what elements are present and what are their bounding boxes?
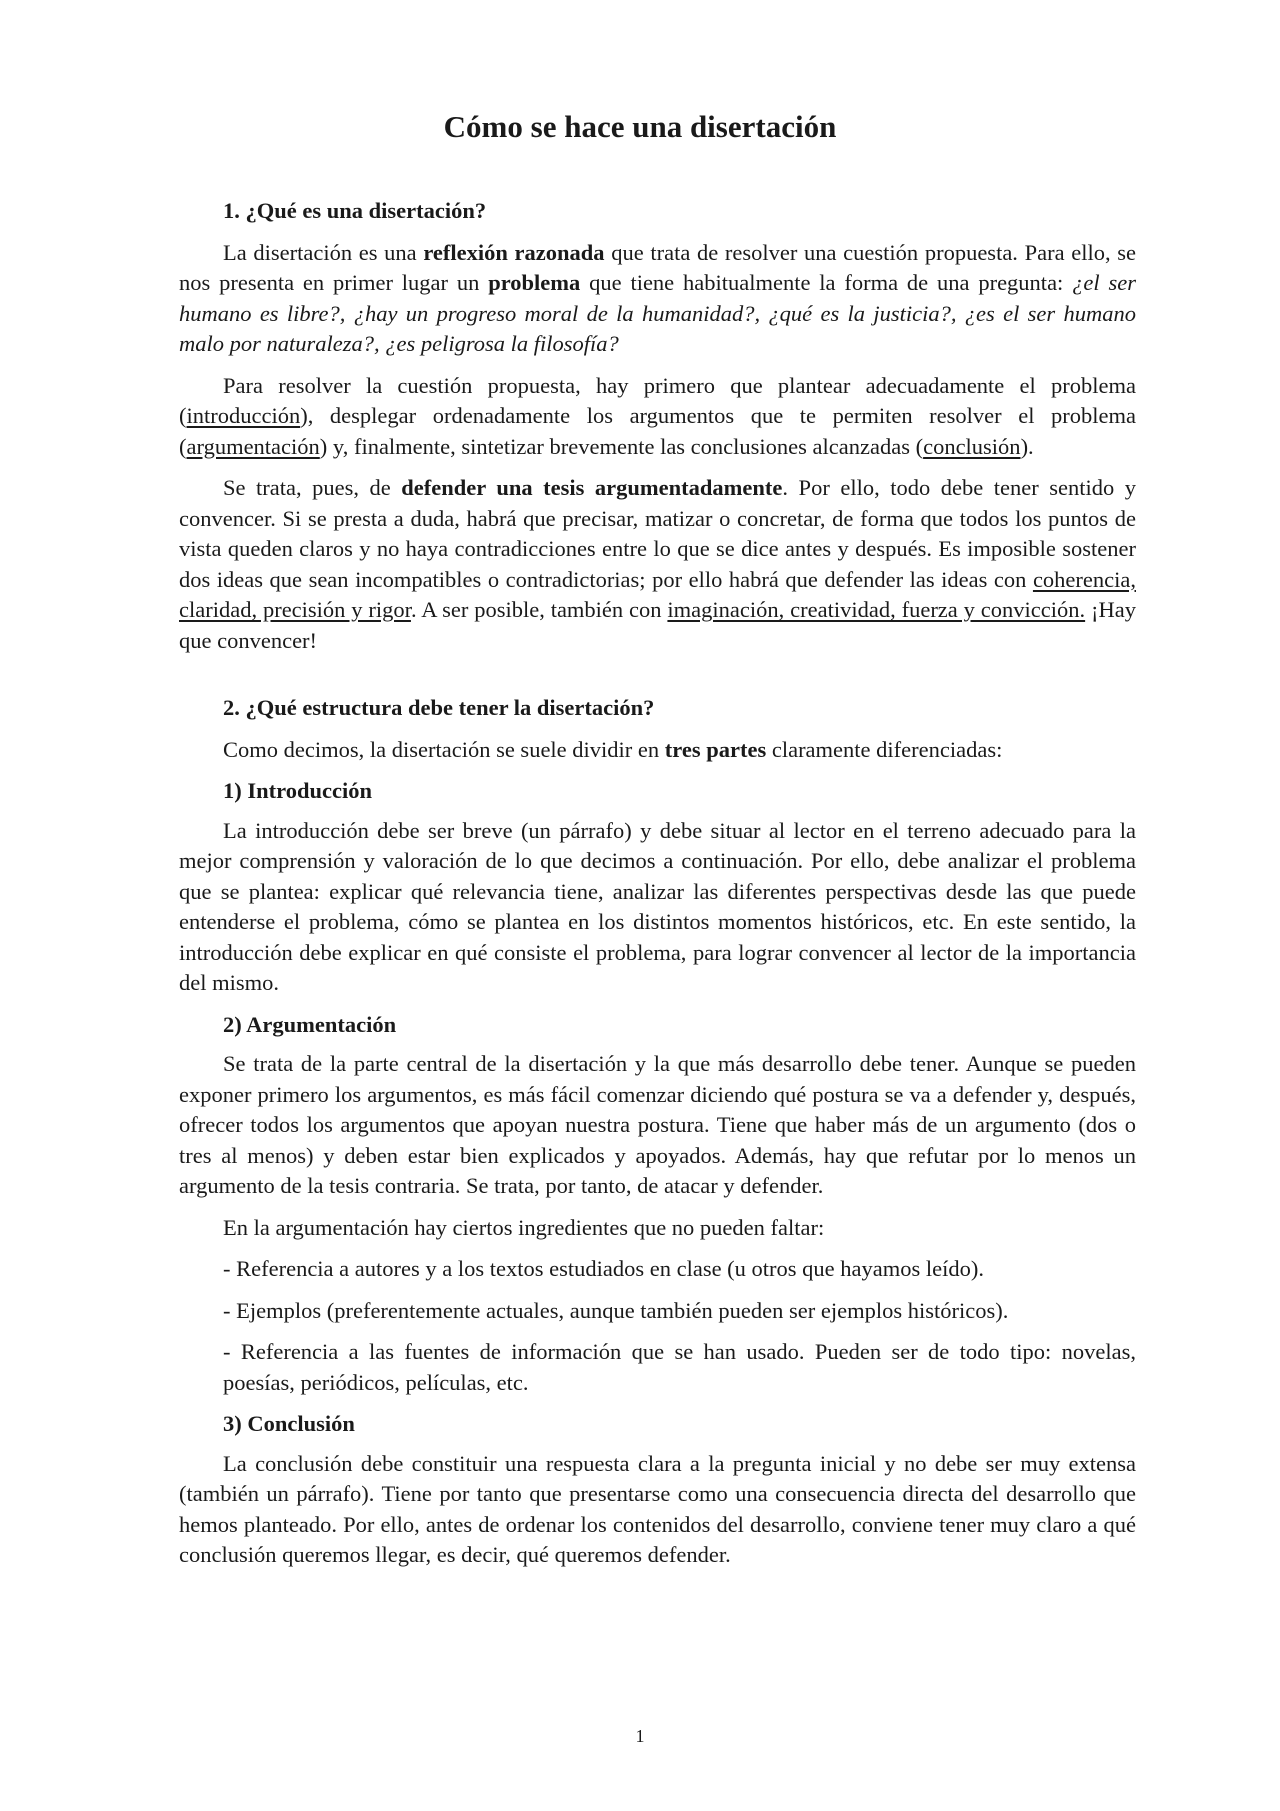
list-item: - Referencia a autores y a los textos estudiados en clase (u otros que hayamos leído). <box>223 1256 985 1281</box>
text-run: ¡Hay que convencer! <box>179 597 1136 653</box>
bold-term: reflexión razonada <box>423 239 605 265</box>
text-run: . Por ello, todo debe tener sentido y convencer. Si se presta a duda, habrá que precisar, matizar o concretar, de forma que todos los puntos de vista queden claros y no haya contradicciones entre lo que se dice antes y después. Es imposible sostener dos ideas que sean incompatibles o contradictorias; por ello habrá que defender las ideas con <box>179 475 1136 592</box>
section-spacer <box>179 667 1136 693</box>
underlined-term: conclusión <box>923 433 1021 459</box>
page-number: 1 <box>635 1726 645 1746</box>
text-run: ) y, finalmente, sintetizar brevemente las conclusiones alcanzadas ( <box>319 433 924 459</box>
text-run: La disertación es una <box>223 239 424 265</box>
subheading-conclusion: 3) Conclusión <box>223 1411 355 1436</box>
subheading-introduction: 1) Introducción <box>223 778 372 803</box>
text-run: que trata de resolver una cuestión propuesta. Para ello, se nos presenta en primer lugar un <box>179 239 1137 295</box>
paragraph-argumentation: Se trata de la parte central de la disertación y la que más desarrollo debe tener. Aunque se pueden exponer primero los argumentos, es más fácil comenzar diciendo qué postura se va a defender y, después, ofrecer todos los argumentos que apoyan nuestra postura. Tiene que haber más de un argumento (dos o tres al menos) y deben estar bien explicados y apoyados. Además, hay que refutar por lo menos un argumento de la tesis contraria. Se trata, por tanto, de atacar y defender. <box>179 1051 1136 1198</box>
paragraph-conclusion: La conclusión debe constituir una respuesta clara a la pregunta inicial y no debe ser muy extensa (también un párrafo). Tiene por tanto que presentarse como una consecuencia directa del desarrollo que hemos planteado. Por ello, antes de ordenar los contenidos del desarrollo, conviene tener muy claro a qué conclusión queremos llegar, es decir, qué queremos defender. <box>179 1450 1136 1567</box>
underlined-term: argumentación <box>186 433 320 459</box>
paragraph-three-parts <box>179 735 1136 766</box>
underlined-term: imaginación, creatividad, fuerza y convicción. <box>667 597 1086 622</box>
paragraph-introduction: La introducción debe ser breve (un párrafo) y debe situar al lector en el terreno adecuado para la mejor comprensión y valoración de lo que decimos a continuación. Por ello, debe analizar el problema que se plantea: explicar qué relevancia tiene, analizar las diferentes perspectivas desde las que puede entenderse el problema, cómo se plantea en los distintos momentos históricos, etc. En este sentido, la introducción debe explicar en qué consiste el problema, para lograr convencer al lector de la importancia del mismo. <box>179 817 1136 995</box>
document-body <box>179 196 1136 1582</box>
paragraph-defend-thesis <box>179 473 1136 656</box>
text-run: ). <box>1020 433 1034 459</box>
paragraph-ingredients: En la argumentación hay ciertos ingredientes que no pueden faltar: <box>223 1214 825 1240</box>
section-heading-what-is: 1. ¿Qué es una disertación? <box>223 198 487 223</box>
paragraph-structure-overview <box>179 371 1136 463</box>
text-run: . A ser posible, también con <box>410 597 668 622</box>
paragraph-definition <box>179 238 1136 360</box>
text-run: ), desplegar ordenadamente los argumentos que te permiten resolver el problema ( <box>179 403 1136 459</box>
text-run: que tiene habitualmente la forma de una pregunta: <box>580 270 1073 295</box>
document-title: Cómo se hace una disertación <box>443 109 837 144</box>
bold-term: tres partes <box>664 736 767 762</box>
text-run: claramente diferenciadas: <box>766 736 1003 762</box>
underlined-term: introducción <box>186 403 301 428</box>
italic-questions: ¿el ser humano es libre?, ¿hay un progreso moral de la humanidad?, ¿qué es la justicia?, ¿es el ser humano malo por naturaleza?, ¿es peligrosa la filosofía? <box>179 270 1136 356</box>
section-heading-structure: 2. ¿Qué estructura debe tener la disertación? <box>223 695 655 720</box>
text-run: Como decimos, la disertación se suele dividir en <box>223 736 665 762</box>
bold-term: defender una tesis argumentadamente <box>401 475 783 500</box>
bold-term: problema <box>488 270 581 295</box>
list-item: - Referencia a las fuentes de información que se han usado. Pueden ser de todo tipo: novelas, poesías, periódicos, películas, etc. <box>223 1339 1136 1395</box>
subheading-argumentation: 2) Argumentación <box>223 1011 397 1037</box>
text-run: Para resolver la cuestión propuesta, hay primero que plantear adecuadamente el problema ( <box>179 372 1136 428</box>
underlined-term: coherencia, claridad, precisión y rigor <box>179 566 1136 622</box>
text-run: Se trata, pues, de <box>223 475 402 500</box>
list-item: - Ejemplos (preferentemente actuales, aunque también pueden ser ejemplos históricos). <box>223 1297 1009 1323</box>
